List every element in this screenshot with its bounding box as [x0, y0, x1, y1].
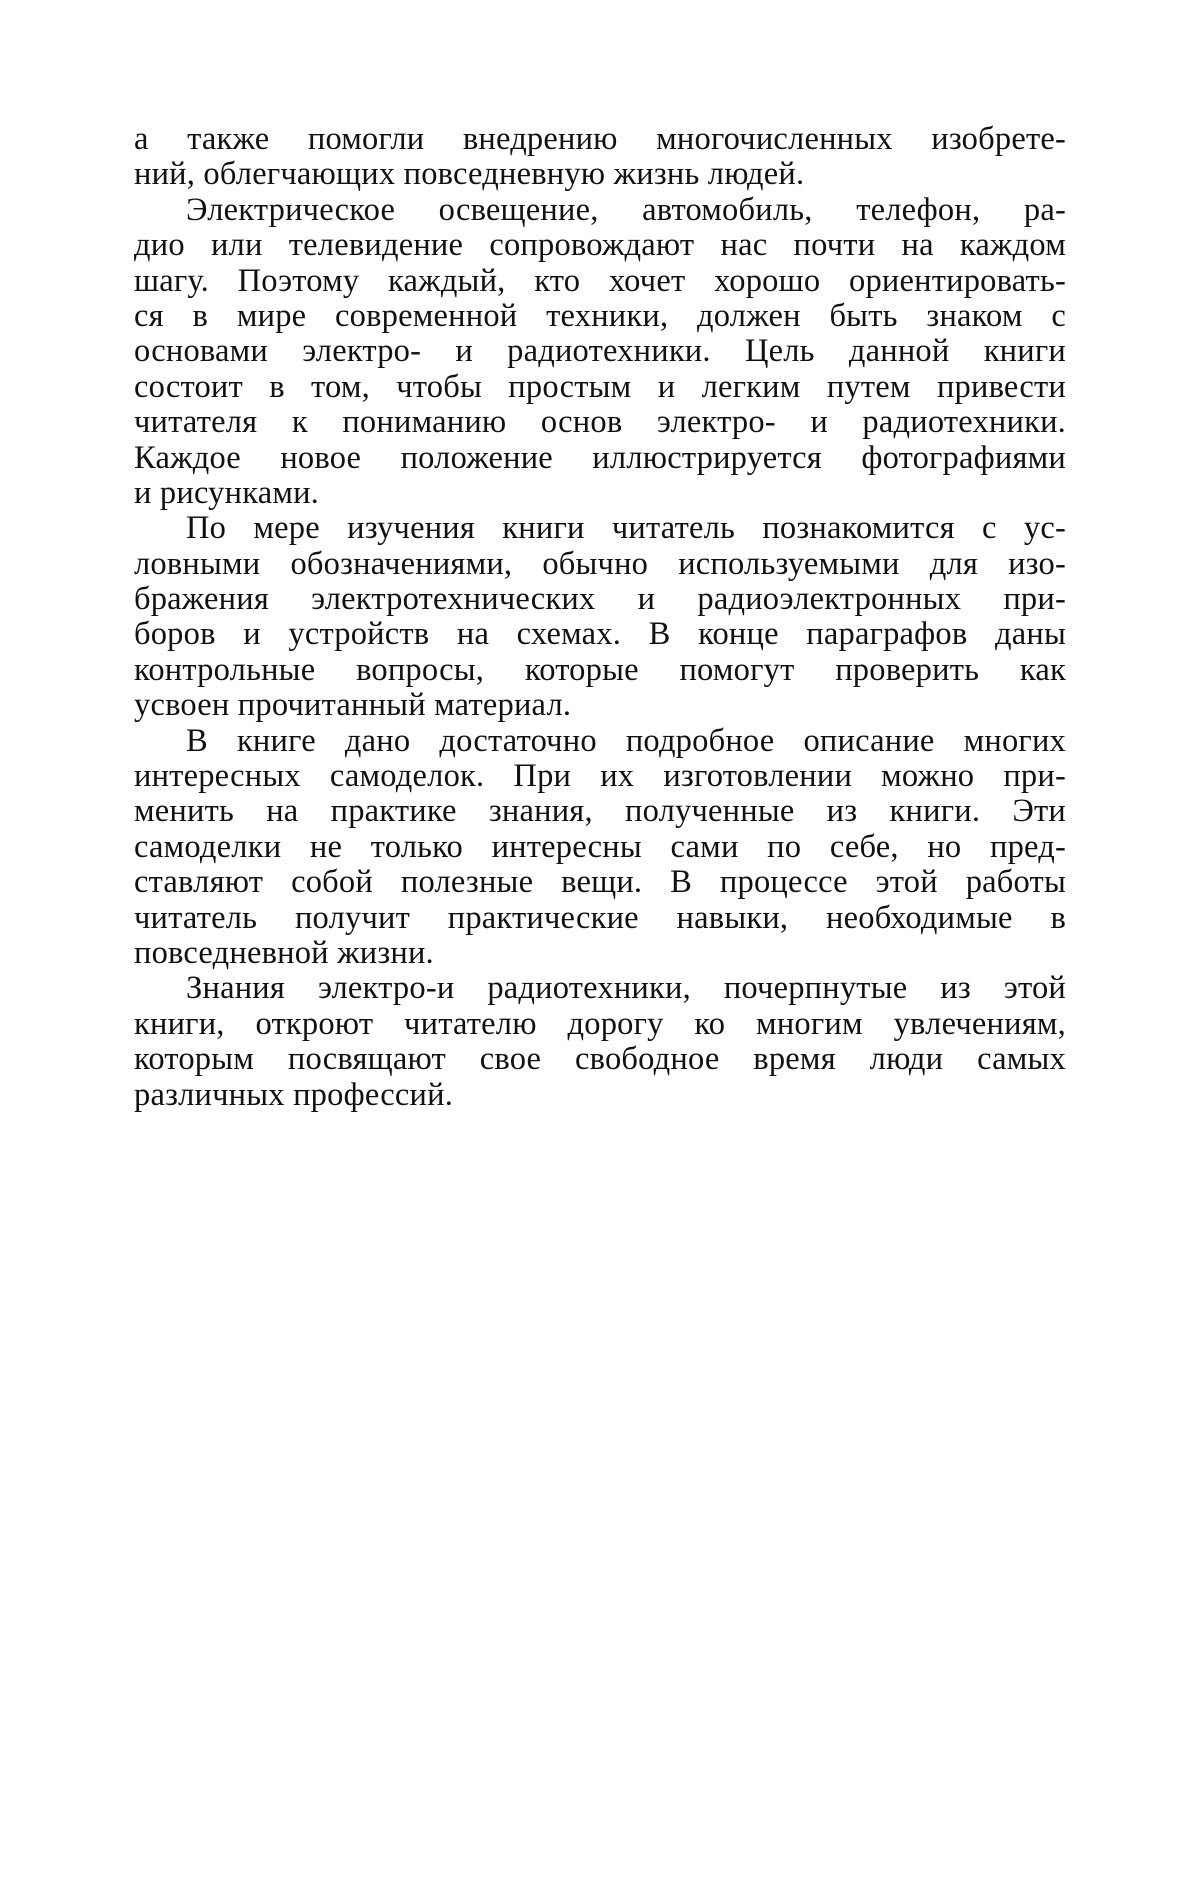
text-line: которым посвящают свое свободное время люди самых — [134, 1041, 1066, 1078]
text-line: интересных самоделок. При их изготовлении можно при- — [134, 758, 1066, 795]
text-line: ся в мире современной техники, должен быть знаком с — [134, 297, 1066, 334]
text-line: менить на практике знания, полученные из книги. Эти — [134, 793, 1066, 830]
text-line: книги, откроют читателю дорогу ко многим увлечениям, — [134, 1005, 1066, 1042]
text-line: и рисунками. — [134, 474, 320, 511]
text-line: контрольные вопросы, которые помогут проверить как — [134, 651, 1066, 688]
text-line: ловными обозначениями, обычно используемыми для изо- — [134, 545, 1066, 582]
text-line: усвоен прочитанный материал. — [134, 687, 572, 724]
text-line: состоит в том, чтобы простым и легким путем привести — [134, 368, 1066, 405]
text-line: Знания электро-и радиотехники, почерпнутые из этой — [186, 970, 1066, 1007]
text-line: повседневной жизни. — [134, 934, 434, 971]
text-line: различных профессий. — [134, 1076, 454, 1113]
paragraph-1 — [134, 122, 1066, 193]
text-line: В книге дано достаточно подробное описание многих — [186, 722, 1066, 759]
text-line: читатель получит практические навыки, необходимые в — [134, 899, 1066, 936]
paragraph-3 — [134, 511, 1066, 723]
paragraph-2 — [134, 193, 1066, 512]
text-line: ний, облегчающих повседневную жизнь людей. — [134, 156, 805, 193]
text-line: Каждое новое положение иллюстрируется фотографиями — [134, 439, 1066, 476]
paragraph-4 — [134, 724, 1066, 972]
text-line: шагу. Поэтому каждый, кто хочет хорошо ориентировать- — [134, 262, 1066, 299]
text-line: ставляют собой полезные вещи. В процессе этой работы — [134, 864, 1066, 901]
text-line: дио или телевидение сопровождают нас почти на каждом — [134, 227, 1066, 264]
text-line: По мере изучения книги читатель познакомится с ус- — [186, 510, 1066, 547]
paragraph-5 — [134, 971, 1066, 1113]
text-line: Электрическое освещение, автомобиль, телефон, ра- — [186, 191, 1066, 228]
body-text — [134, 122, 1066, 1113]
text-line: читателя к пониманию основ электро- и радиотехники. — [134, 404, 1066, 441]
text-line: основами электро- и радиотехники. Цель данной книги — [134, 333, 1066, 370]
text-line: а также помогли внедрению многочисленных изобрете- — [134, 121, 1066, 157]
text-line: самоделки не только интересны сами по себе, но пред- — [134, 828, 1066, 865]
text-line: боров и устройств на схемах. В конце параграфов даны — [134, 616, 1066, 653]
text-line: бражения электротехнических и радиоэлектронных при- — [134, 581, 1066, 618]
